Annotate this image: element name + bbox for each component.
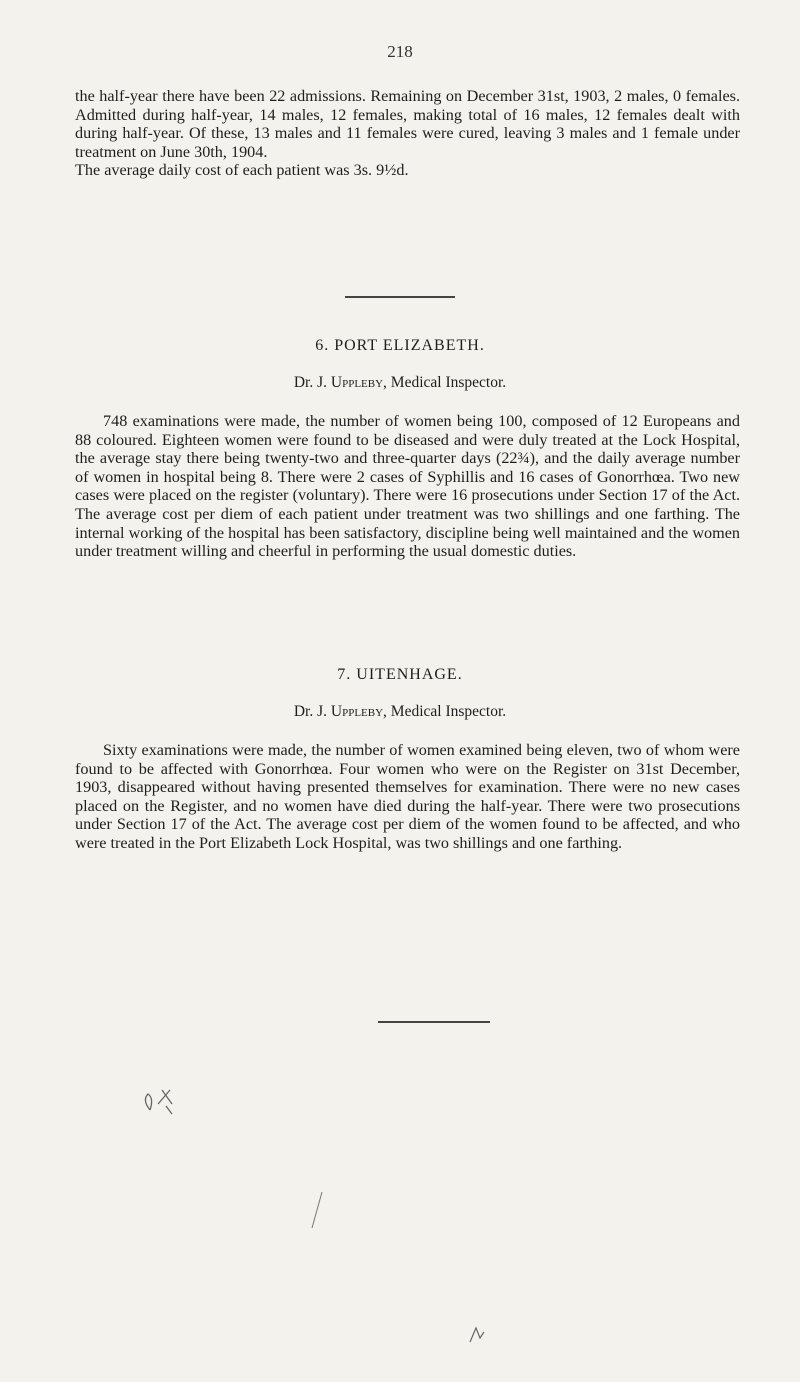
inspector-line-port-elizabeth xyxy=(0,374,800,392)
inspector-name: Uppleby xyxy=(330,703,384,720)
inspector-suffix: , Medical Inspector. xyxy=(383,374,507,391)
intro-paragraph: the half-year there have been 22 admissions. Remaining on December 31st, 1903, 2 males, 0 females. Admitted during half-year, 14 males, 12 females, making total of 16 males, 12 females dealt with during half-year. Of these, 13 males and 11 females were cured, leaving 3 males and 1 female under treatment on June 30th, 1904. xyxy=(75,87,740,161)
average-cost-line: The average daily cost of each patient was 3s. 9½d. xyxy=(75,161,409,179)
handwritten-mark-icon xyxy=(130,1080,190,1130)
section-divider xyxy=(345,296,455,298)
corner-mark-icon xyxy=(466,1322,486,1346)
pencil-stroke-icon xyxy=(308,1190,328,1230)
port-elizabeth-report: 748 examinations were made, the number of women being 100, composed of 12 Europeans and 88 coloured. Eighteen women were found to be diseased and were duly treated at the Lock Hospital, the average stay there being twenty-two and three-quarter days (22¾), and the daily average number of women in hospital being 8. There were 2 cases of Syphillis and 16 cases of Gonorrhœa. Two new cases were placed on the register (voluntary). There were 16 prosecutions under Section 17 of the Act. The average cost per diem of each patient under treatment was two shillings and one farthing. The internal working of the hospital has been satisfactory, discipline being well maintained and the women under treatment willing and cheerful in performing the usual domestic duties. xyxy=(75,412,740,561)
section-heading-port-elizabeth: 6. PORT ELIZABETH. xyxy=(315,337,485,354)
inspector-line-uitenhage xyxy=(0,703,800,721)
inspector-prefix: Dr. J. xyxy=(293,374,331,391)
page-number: 218 xyxy=(387,42,413,61)
uitenhage-report: Sixty examinations were made, the number of women examined being eleven, two of whom were found to be affected with Gonorrhœa. Four women who were on the Register on 31st December, 1903, disappeared without having presented themselves for examination. There were no new cases placed on the Register, and no women have died during the half-year. There were two prosecutions under Section 17 of the Act. The average cost per diem of the women found to be affected, and who were treated in the Port Elizabeth Lock Hospital, was two shillings and one farthing. xyxy=(75,741,740,852)
end-divider xyxy=(378,1021,490,1023)
inspector-suffix: , Medical Inspector. xyxy=(383,703,507,720)
section-heading-uitenhage: 7. UITENHAGE. xyxy=(337,666,463,683)
inspector-name: Uppleby xyxy=(330,374,384,391)
inspector-prefix: Dr. J. xyxy=(293,703,331,720)
